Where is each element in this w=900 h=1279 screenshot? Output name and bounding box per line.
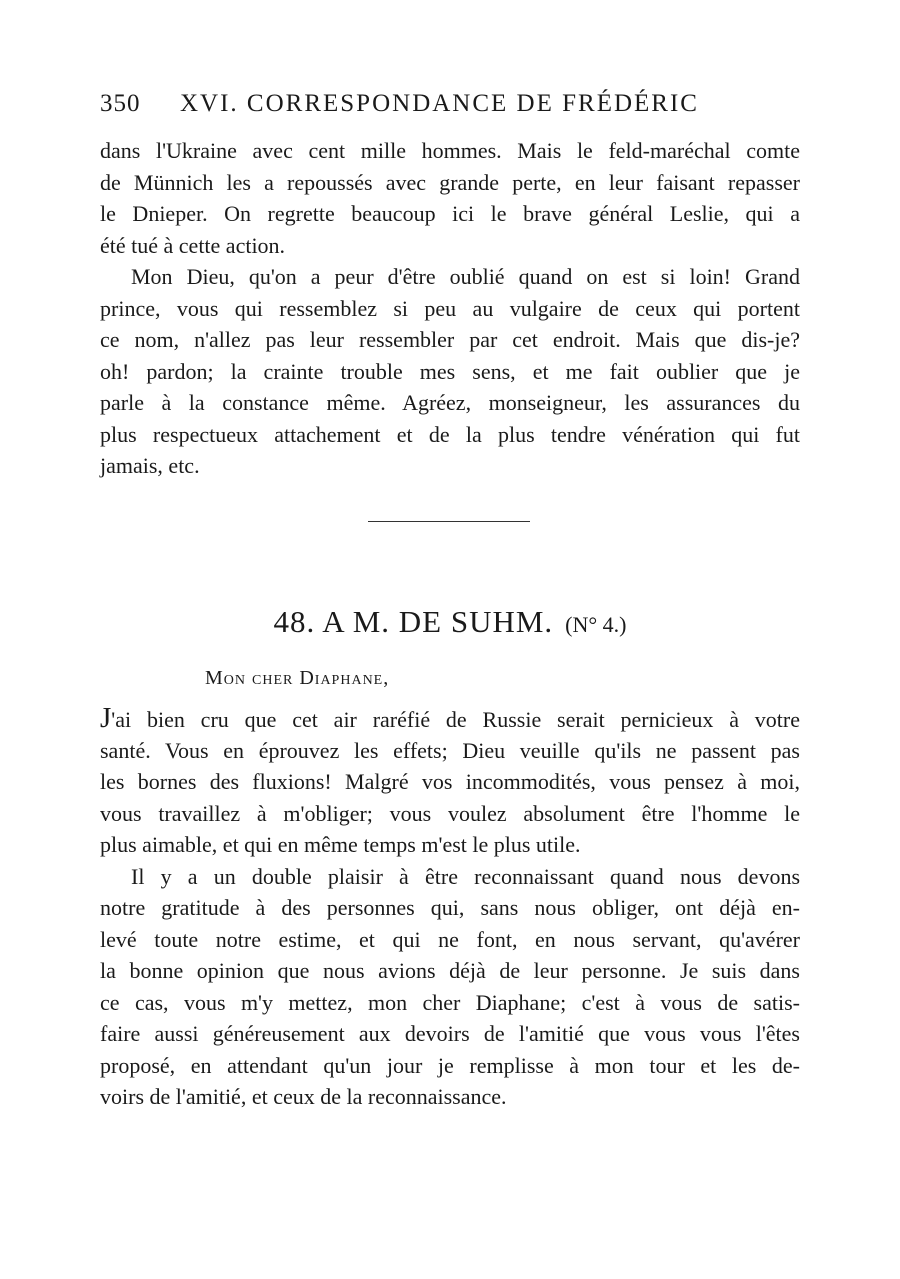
letter-number: (N° 4.) (565, 612, 627, 637)
text-line: faire aussi généreusement aux devoirs de l'amitié que vous vous l'êtes (100, 1021, 800, 1046)
text-line: voirs de l'amitié, et ceux de la reconnaissance. (100, 1084, 507, 1109)
text-line: Mon Dieu, qu'on a peur d'être oublié quand on est si loin! Grand (131, 264, 800, 289)
text-line: ce nom, n'allez pas leur ressembler par cet endroit. Mais que dis-je? (100, 327, 800, 352)
text-line: plus aimable, et qui en même temps m'est le plus utile. (100, 832, 581, 857)
text-line: de Münnich les a repoussés avec grande perte, en leur faisant repasser (100, 169, 800, 195)
text-line: santé. Vous en éprouvez les effets; Dieu veuille qu'ils ne passent pas (100, 737, 800, 763)
text-line: le Dnieper. On regrette beaucoup ici le brave général Leslie, qui a (100, 201, 800, 226)
running-head (100, 90, 800, 118)
letter-body (100, 703, 800, 1113)
text-line-first (100, 703, 800, 735)
text-line: ce cas, vous m'y mettez, mon cher Diaphane; c'est à vous de satis- (100, 989, 800, 1015)
text-line: vous travaillez à m'obliger; vous voulez absolument être l'homme le (100, 800, 800, 826)
previous-letter-ending (100, 135, 800, 482)
text-line: parle à la constance même. Agréez, monseigneur, les assurances du (100, 390, 800, 415)
text-line: Il y a un double plaisir à être reconnaissant quand nous devons (131, 863, 800, 889)
text-line: la bonne opinion que nous avions déjà de leur personne. Je suis dans (100, 958, 800, 983)
salutation: Mon cher Diaphane, (205, 667, 390, 689)
text-line: prince, vous qui ressemblez si peu au vulgaire de ceux qui portent (100, 295, 800, 321)
letter-title: 48. A M. DE SUHM. (273, 604, 554, 639)
section-divider (368, 521, 530, 522)
letter-heading (0, 604, 900, 640)
text-line: oh! pardon; la crainte trouble mes sens, et me fait oublier que je (100, 358, 800, 384)
first-line-text: 'ai bien cru que cet air raréfié de Russie serait pernicieux à votre (111, 707, 800, 732)
text-line: été tué à cette action. (100, 232, 286, 258)
text-line: plus respectueux attachement et de la plus tendre vénération qui fut (100, 421, 800, 447)
text-line: levé toute notre estime, et qui ne font, en nous servant, qu'avérer (100, 926, 800, 952)
running-title: XVI. CORRESPONDANCE DE FRÉDÉRIC (180, 90, 699, 117)
text-line: dans l'Ukraine avec cent mille hommes. Mais le feld-maréchal comte (100, 138, 800, 163)
drop-cap: J (100, 702, 112, 734)
page-number: 350 (100, 90, 141, 117)
text-line: jamais, etc. (100, 453, 200, 478)
text-line: les bornes des fluxions! Malgré vos incommodités, vous pensez à moi, (100, 769, 800, 794)
text-line: notre gratitude à des personnes qui, sans nous obliger, ont déjà en- (100, 895, 800, 920)
text-line: proposé, en attendant qu'un jour je remplisse à mon tour et les de- (100, 1052, 800, 1078)
